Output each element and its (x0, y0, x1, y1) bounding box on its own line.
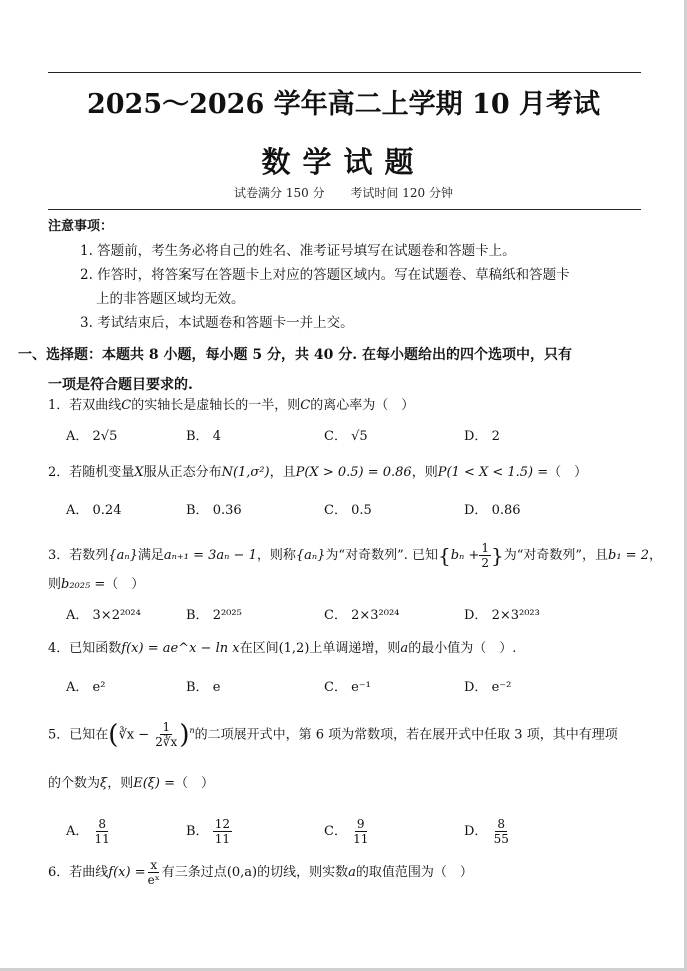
q5-option-c[interactable]: C． $\frac{9}{11}$ (324, 817, 369, 846)
q4-option-d[interactable]: D． e⁻² (464, 680, 512, 695)
q1-option-d[interactable]: D． 2 (464, 429, 500, 444)
question-3: 3．若数列{aₙ}满足aₙ₊₁ = 3aₙ − 1，则称{aₙ}为“对奇数列”. 已知{bₙ + $\frac{1}{2}$ }为“对奇数列”，且b₁ = 2， (48, 541, 662, 570)
exam-time: 考试时间 120 分钟 (350, 186, 453, 200)
question-2: 2．若随机变量X服从正态分布N(1,σ²)，且P(X > 0.5) = 0.86，则P(1 < X < 1.5) =（ ） (48, 465, 588, 480)
q2-option-c[interactable]: C． 0.5 (324, 503, 372, 518)
q5-option-b[interactable]: B． $\frac{12}{11}$ (186, 817, 230, 846)
q6-fraction: $\frac{x}{\text{eˣ}}$ (147, 858, 160, 887)
q5-option-d[interactable]: D． $\frac{8}{55}$ (464, 817, 509, 846)
question-6: 6．若曲线f(x) = $\frac{x}{\text{eˣ}}$ 有三条过点(0,a)的切线，则实数a的取值范围为（ ） (48, 858, 473, 887)
notice-heading: 注意事项： (48, 219, 114, 234)
section-heading-cont: 一项是符合题目要求的. (48, 377, 193, 393)
q1-option-c[interactable]: C． √5 (324, 429, 368, 444)
q4-option-a[interactable]: A． e² (66, 680, 106, 695)
question-4: 4．已知函数f(x) = ae^x − ln x在区间(1,2)上单调递增，则a的最小值为（ ）. (48, 641, 517, 656)
section-heading: 一、选择题：本题共 8 小题，每小题 5 分，共 40 分. 在每小题给出的四个选项中，只有 (18, 347, 572, 363)
q5-fraction: $\frac{1}{2∛x}$ (155, 720, 178, 750)
q3-fraction: $\frac{1}{2}$ (481, 541, 489, 570)
q2-option-b[interactable]: B． 0.36 (186, 503, 242, 518)
q3-option-a[interactable]: A． 3×2²⁰²⁴ (66, 608, 141, 623)
q3-option-d[interactable]: D． 2×3²⁰²³ (464, 608, 540, 623)
q4-option-c[interactable]: C． e⁻¹ (324, 680, 371, 695)
question-5-cont: 的个数为ξ，则E(ξ) =（ ） (48, 776, 215, 791)
exam-title: 2025～2026 学年高二上学期 10 月考试 (86, 89, 601, 120)
subject-title: 数学试题 (261, 145, 426, 179)
q5-option-a[interactable]: A． $\frac{8}{11}$ (66, 817, 110, 846)
notice-item-3: 3. 考试结束后，本试题卷和答题卡一并上交。 (80, 315, 354, 331)
q2-option-a[interactable]: A． 0.24 (66, 503, 122, 518)
q4-option-b[interactable]: B． e (186, 680, 221, 695)
question-5: 5．已知在(∛x − $\frac{1}{2∛x}$ )$^n$的二项展开式中，第 6 项为常数项，若在展开式中任取 3 项，其中有理项 (48, 719, 618, 750)
q3-option-c[interactable]: C． 2×3²⁰²⁴ (324, 608, 400, 623)
notice-item-2: 2. 作答时，将答案写在答题卡上对应的答题区域内。写在试题卷、草稿纸和答题卡 (80, 267, 570, 283)
top-rule (48, 72, 641, 73)
full-score: 试卷满分 150 分 (234, 186, 325, 200)
notice-item-1: 1. 答题前，考生务必将自己的姓名、准考证号填写在试题卷和答题卡上。 (80, 243, 516, 259)
q1-option-b[interactable]: B． 4 (186, 429, 221, 444)
notice-item-2-cont: 上的非答题区域均无效。 (96, 291, 245, 307)
question-3-cont: 则b₂₀₂₅ =（ ） (48, 577, 145, 592)
q3-option-b[interactable]: B． 2²⁰²⁵ (186, 608, 242, 623)
header-bottom-rule (48, 209, 641, 210)
q1-option-a[interactable]: A． 2√5 (66, 429, 118, 444)
q2-option-d[interactable]: D． 0.86 (464, 503, 521, 518)
question-1: 1．若双曲线C的实轴长是虚轴长的一半，则C的离心率为（ ） (48, 398, 415, 413)
exam-info (0, 184, 687, 201)
